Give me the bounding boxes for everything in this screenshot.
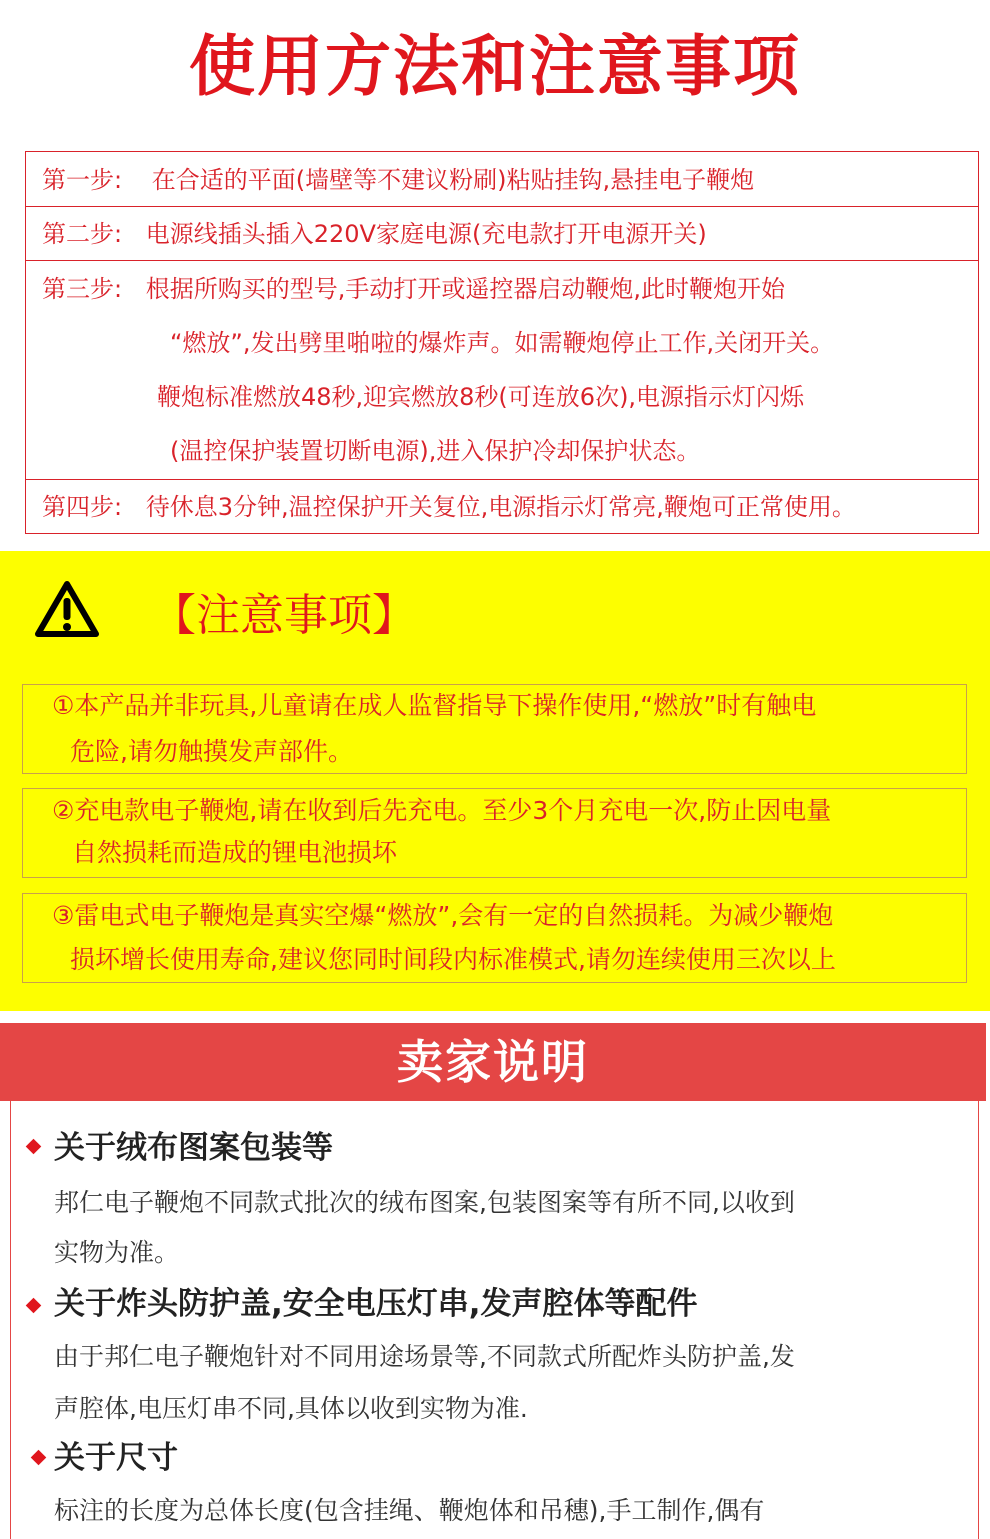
seller-title: 卖家说明 — [397, 1035, 589, 1089]
step-label: 第三步: — [42, 275, 123, 303]
notice-text: ①本产品并非玩具,儿童请在成人监督指导下操作使用,“燃放”时有触电 — [52, 691, 817, 720]
seller-text: 由于邦仁电子鞭炮针对不同用途场景等,不同款式所配炸头防护盖,发 — [54, 1342, 795, 1371]
seller-heading: 关于绒布图案包装等 — [54, 1130, 333, 1166]
step-text: 鞭炮标准燃放48秒,迎宾燃放8秒(可连放6次),电源指示灯闪烁 — [157, 383, 805, 411]
step-text: 在合适的平面(墙壁等不建议粉刷)粘贴挂钩,悬挂电子鞭炮 — [151, 166, 755, 194]
step-text: (温控保护装置切断电源),进入保护冷却保护状态。 — [170, 437, 701, 465]
notice-title: 【注意事项】 — [152, 590, 416, 641]
notice-text: 损坏增长使用寿命,建议您同时间段内标准模式,请勿连续使用三次以上 — [70, 945, 836, 974]
seller-text: 声腔体,电压灯串不同,具体以收到实物为准. — [54, 1394, 528, 1423]
step-label: 第二步: — [42, 220, 123, 248]
step-4 — [26, 479, 978, 535]
step-3 — [26, 260, 978, 479]
steps-table — [25, 151, 979, 534]
step-label: 第一步: — [42, 166, 123, 194]
seller-text: 邦仁电子鞭炮不同款式批次的绒布图案,包装图案等有所不同,以收到 — [54, 1188, 795, 1217]
seller-heading: 关于尺寸 — [54, 1440, 178, 1476]
notice-text: 危险,请勿触摸发声部件。 — [70, 737, 353, 766]
step-text: 根据所购买的型号,手动打开或遥控器启动鞭炮,此时鞭炮开始 — [145, 275, 785, 303]
step-1 — [26, 152, 978, 206]
seller-heading: 关于炸头防护盖,安全电压灯串,发声腔体等配件 — [54, 1286, 698, 1322]
step-text: “燃放”,发出劈里啪啦的爆炸声。如需鞭炮停止工作,关闭开关。 — [170, 329, 835, 357]
warning-triangle-icon — [34, 580, 100, 638]
step-text: 电源线插头插入220V家庭电源(充电款打开电源开关) — [145, 220, 707, 248]
step-2 — [26, 206, 978, 260]
seller-text: 实物为准。 — [54, 1238, 180, 1267]
page-title: 使用方法和注意事项 — [189, 28, 801, 105]
notice-text: ③雷电式电子鞭炮是真实空爆“燃放”,会有一定的自然损耗。为减少鞭炮 — [52, 901, 834, 930]
notice-text: ②充电款电子鞭炮,请在收到后先充电。至少3个月充电一次,防止因电量 — [52, 796, 832, 825]
step-text: 待休息3分钟,温控保护开关复位,电源指示灯常亮,鞭炮可正常使用。 — [145, 493, 856, 521]
notice-text: 自然损耗而造成的锂电池损坏 — [72, 838, 398, 867]
seller-text: 标注的长度为总体长度(包含挂绳、鞭炮体和吊穗),手工制作,偶有 — [54, 1496, 765, 1525]
step-label: 第四步: — [42, 493, 123, 521]
